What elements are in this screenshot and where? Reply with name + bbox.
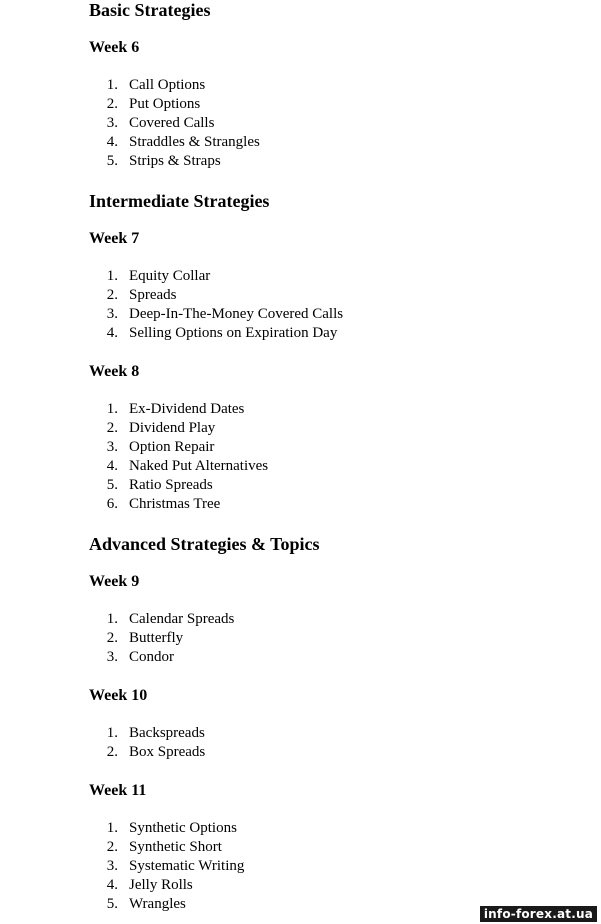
list-item: 1. Call Options — [106, 77, 206, 93]
list-item: 1. Backspreads — [106, 725, 205, 741]
list-item: 2. Spreads — [106, 287, 177, 303]
week-9-list — [89, 610, 235, 667]
list-item: 5. Wrangles — [106, 896, 186, 912]
list-item: 1. Synthetic Options — [106, 820, 237, 836]
list-item: 3. Option Repair — [106, 439, 215, 455]
week-10-list — [89, 724, 206, 762]
list-item: 1. Ex-Dividend Dates — [106, 401, 245, 417]
week-7-list — [89, 267, 344, 343]
week-title-week-11: Week 11 — [89, 782, 147, 799]
list-item: 6. Christmas Tree — [106, 496, 221, 512]
list-item: 4. Jelly Rolls — [106, 877, 193, 893]
list-item: 3. Deep-In-The-Money Covered Calls — [106, 306, 344, 322]
list-item: 2. Dividend Play — [106, 420, 216, 436]
list-item: 4. Naked Put Alternatives — [106, 458, 269, 474]
week-8-list — [89, 400, 269, 514]
week-title-week-8: Week 8 — [89, 363, 140, 380]
section-title-basic-strategies: Basic Strategies — [89, 0, 211, 20]
list-item: 2. Put Options — [106, 96, 201, 112]
list-item: 3. Condor — [106, 649, 174, 665]
list-item: 3. Systematic Writing — [106, 858, 245, 874]
list-item: 3. Covered Calls — [106, 115, 215, 131]
section-title-intermediate-strategies: Intermediate Strategies — [89, 191, 270, 211]
week-11-list — [89, 819, 245, 914]
list-item: 1. Equity Collar — [106, 268, 211, 284]
watermark: info-forex.at.ua — [480, 906, 597, 922]
week-title-week-10: Week 10 — [89, 687, 148, 704]
week-6-list — [89, 76, 260, 171]
list-item: 2. Synthetic Short — [106, 839, 222, 855]
section-title-advanced-strategies-topics: Advanced Strategies & Topics — [89, 534, 320, 554]
week-title-week-9: Week 9 — [89, 573, 140, 590]
week-title-week-7: Week 7 — [89, 230, 140, 247]
list-item: 4. Selling Options on Expiration Day — [106, 325, 338, 341]
list-item: 5. Ratio Spreads — [106, 477, 213, 493]
list-item: 1. Calendar Spreads — [106, 611, 235, 627]
list-item: 2. Box Spreads — [106, 744, 206, 760]
list-item: 4. Straddles & Strangles — [106, 134, 260, 150]
list-item: 2. Butterfly — [106, 630, 184, 646]
week-title-week-6: Week 6 — [89, 39, 140, 56]
list-item: 5. Strips & Straps — [106, 153, 221, 169]
